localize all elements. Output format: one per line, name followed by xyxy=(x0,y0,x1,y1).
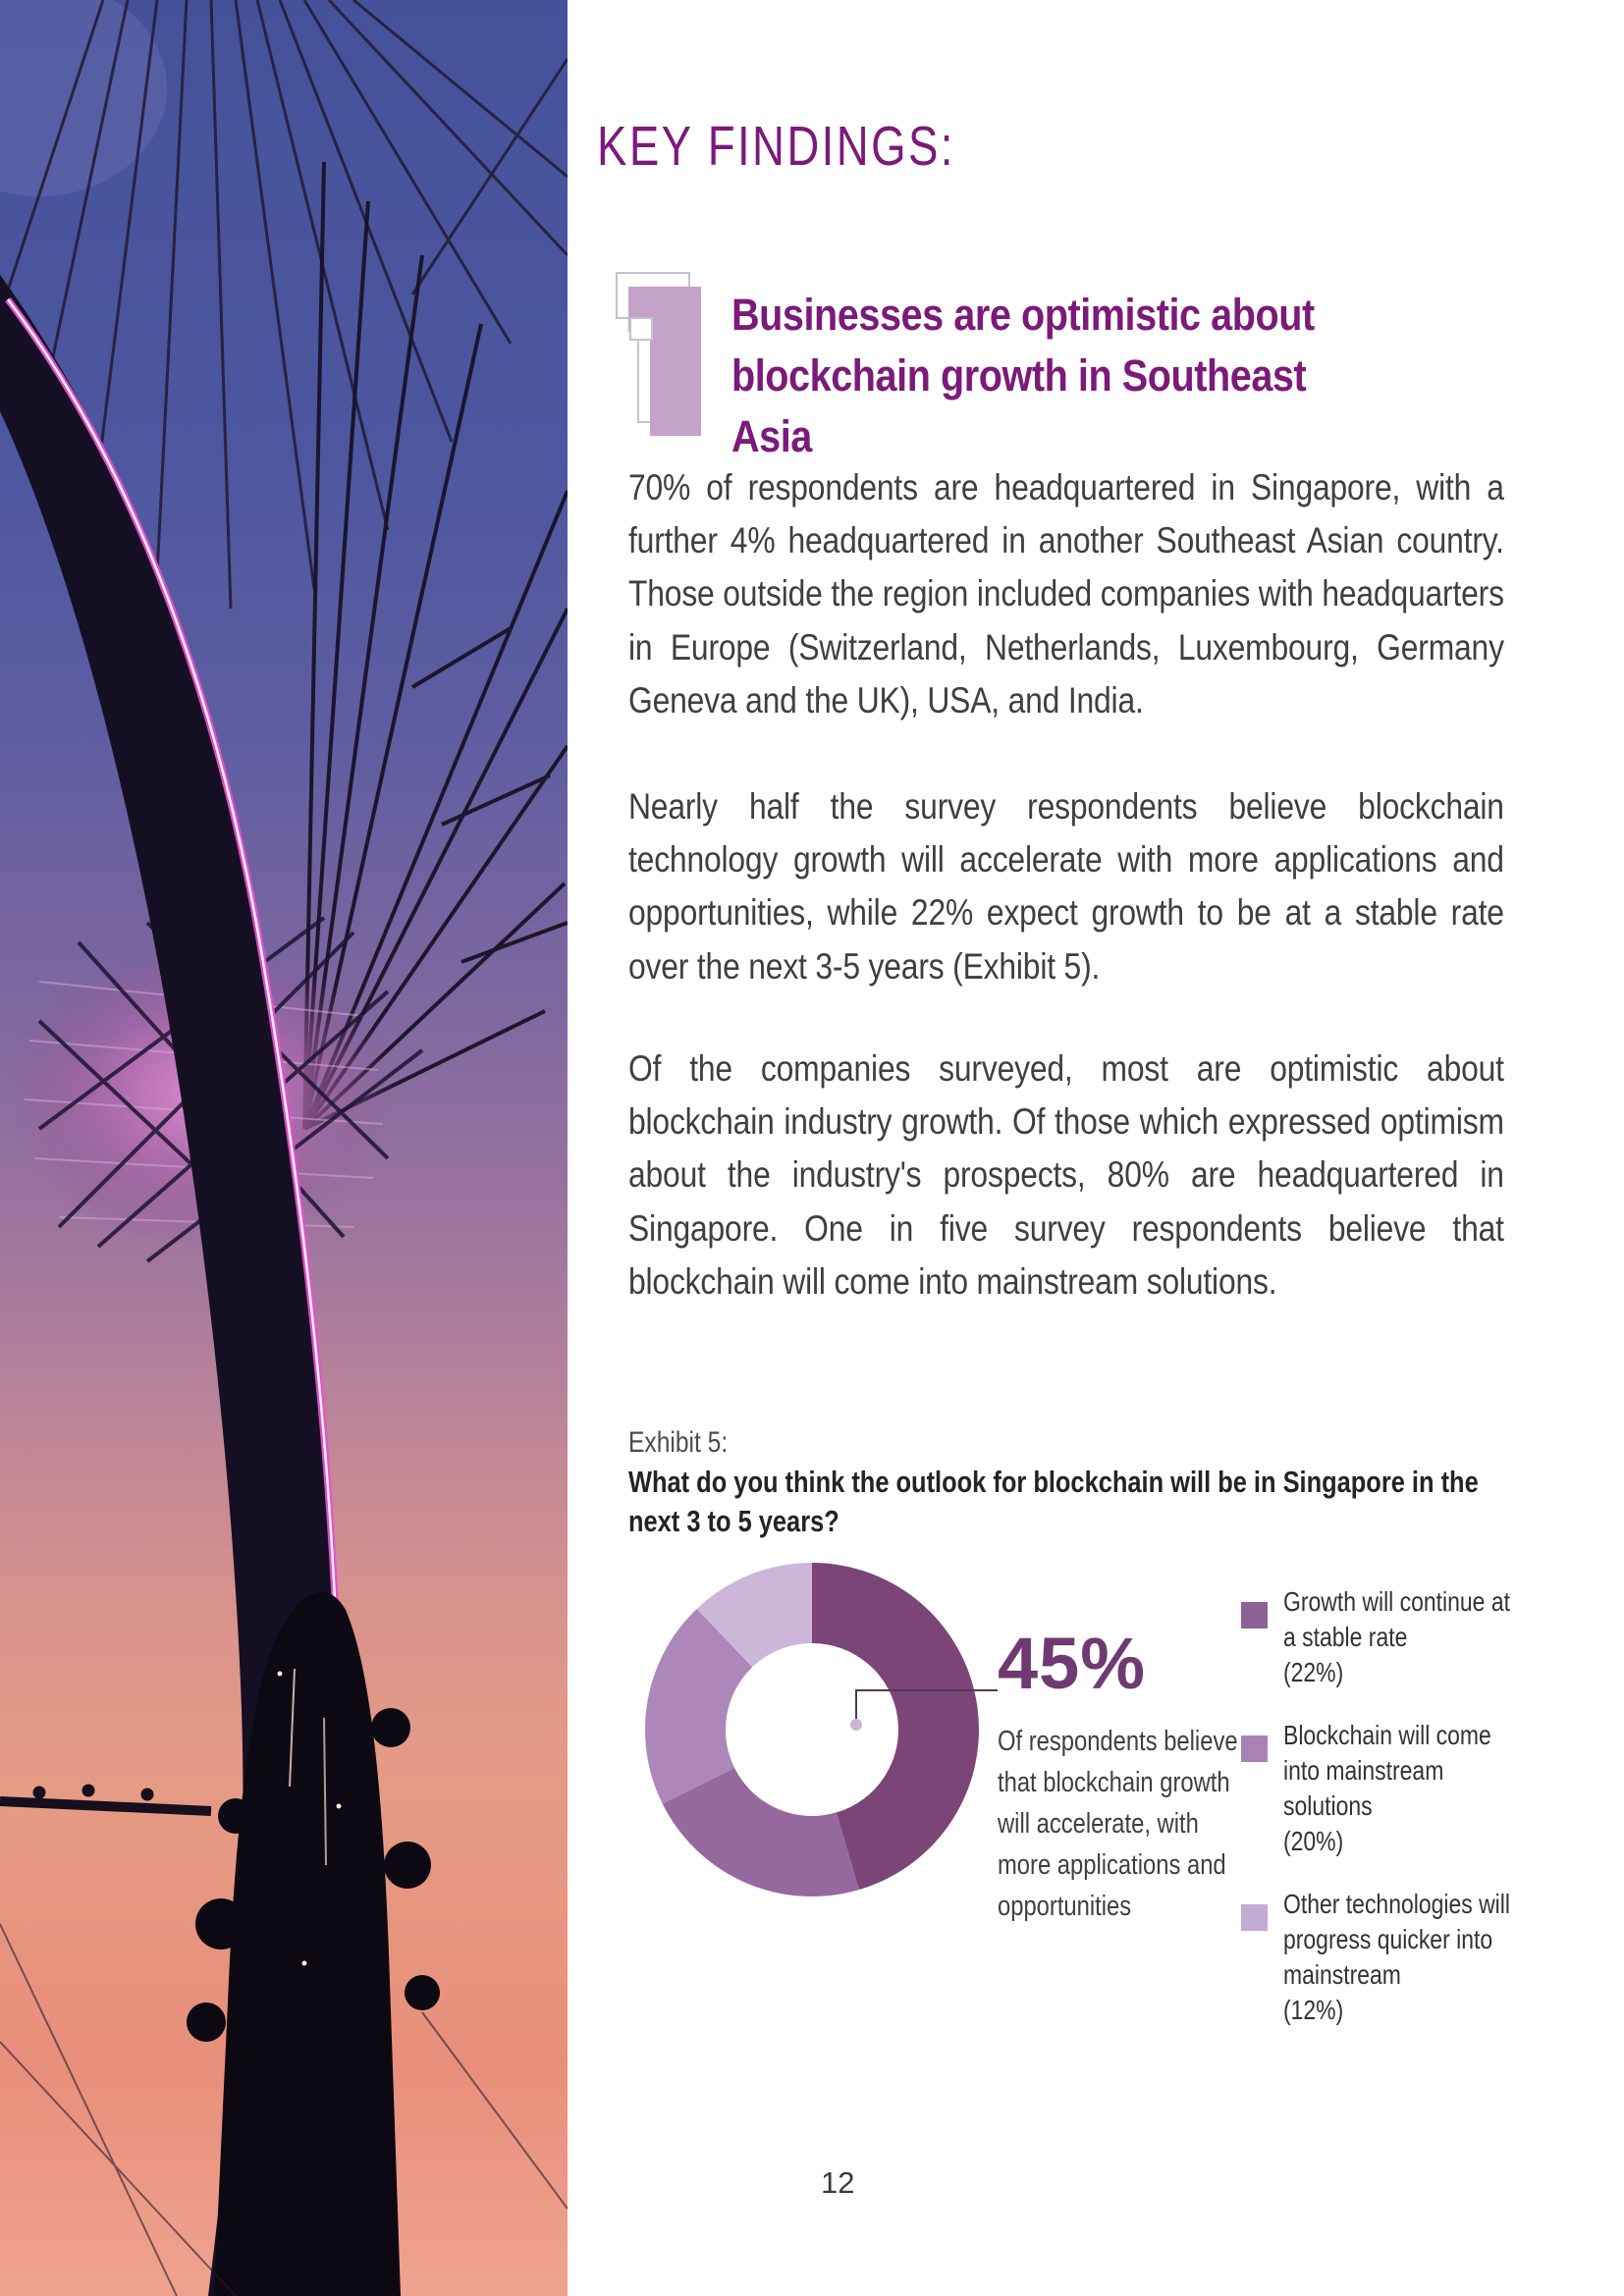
legend-swatch xyxy=(1241,1602,1268,1629)
exhibit-question: What do you think the outlook for blockchain will be in Singapore in the next 3 to 5 years? xyxy=(628,1465,1479,1538)
body-paragraph-2: Nearly half the survey respondents believe blockchain technology growth will accelerate with more applications and opportunities, while 22% expect growth to be at a stable rate over the next 3-5 years (Exhibit 5). xyxy=(628,786,1504,987)
legend-item xyxy=(1241,1718,1565,1859)
body-paragraph-3: Of the companies surveyed, most are optimistic about blockchain industry growth. Of those which expressed optimism about the industry's prospects, 80% are headquartered in Singapore. One in five survey respondents believe that blockchain will come into mainstream solutions. xyxy=(628,1048,1504,1302)
page-title: KEY FINDINGS: xyxy=(597,115,955,178)
page-number: 12 xyxy=(821,2165,855,2200)
finding-number xyxy=(615,271,713,454)
finding-heading: Businesses are optimistic about blockchain growth in Southeast Asia xyxy=(731,290,1315,461)
numeral-one-graphic xyxy=(615,271,713,450)
legend-label: Blockchain will come into mainstream solutions (20%) xyxy=(1283,1720,1491,1856)
legend-label: Growth will continue at a stable rate (22%) xyxy=(1283,1586,1510,1687)
callout-dot xyxy=(850,1719,862,1731)
callout-line xyxy=(844,1679,1011,1747)
stat-value: 45% xyxy=(998,1623,1147,1704)
exhibit-block xyxy=(628,1423,1530,1541)
cover-photo-supertree xyxy=(0,0,568,2296)
body-paragraph-1: 70% of respondents are headquartered in Singapore, with a further 4% headquartered in another Southeast Asian country. Those outside the region included companies with headquarters in Europe (Switzerland, Netherlands, Luxembourg, Germany Geneva and the UK), USA, and India. xyxy=(628,467,1504,721)
legend-swatch xyxy=(1241,1904,1268,1931)
legend-swatch xyxy=(1241,1735,1268,1762)
stat-caption: Of respondents believe that blockchain growth will accelerate, with more applications and opportunities xyxy=(998,1726,1238,1922)
exhibit-label: Exhibit 5: xyxy=(628,1426,729,1459)
chart-legend xyxy=(1241,1584,1565,2056)
legend-item xyxy=(1241,1584,1565,1690)
legend-item xyxy=(1241,1887,1565,2028)
legend-label: Other technologies will progress quicker into mainstream (12%) xyxy=(1283,1889,1510,2025)
